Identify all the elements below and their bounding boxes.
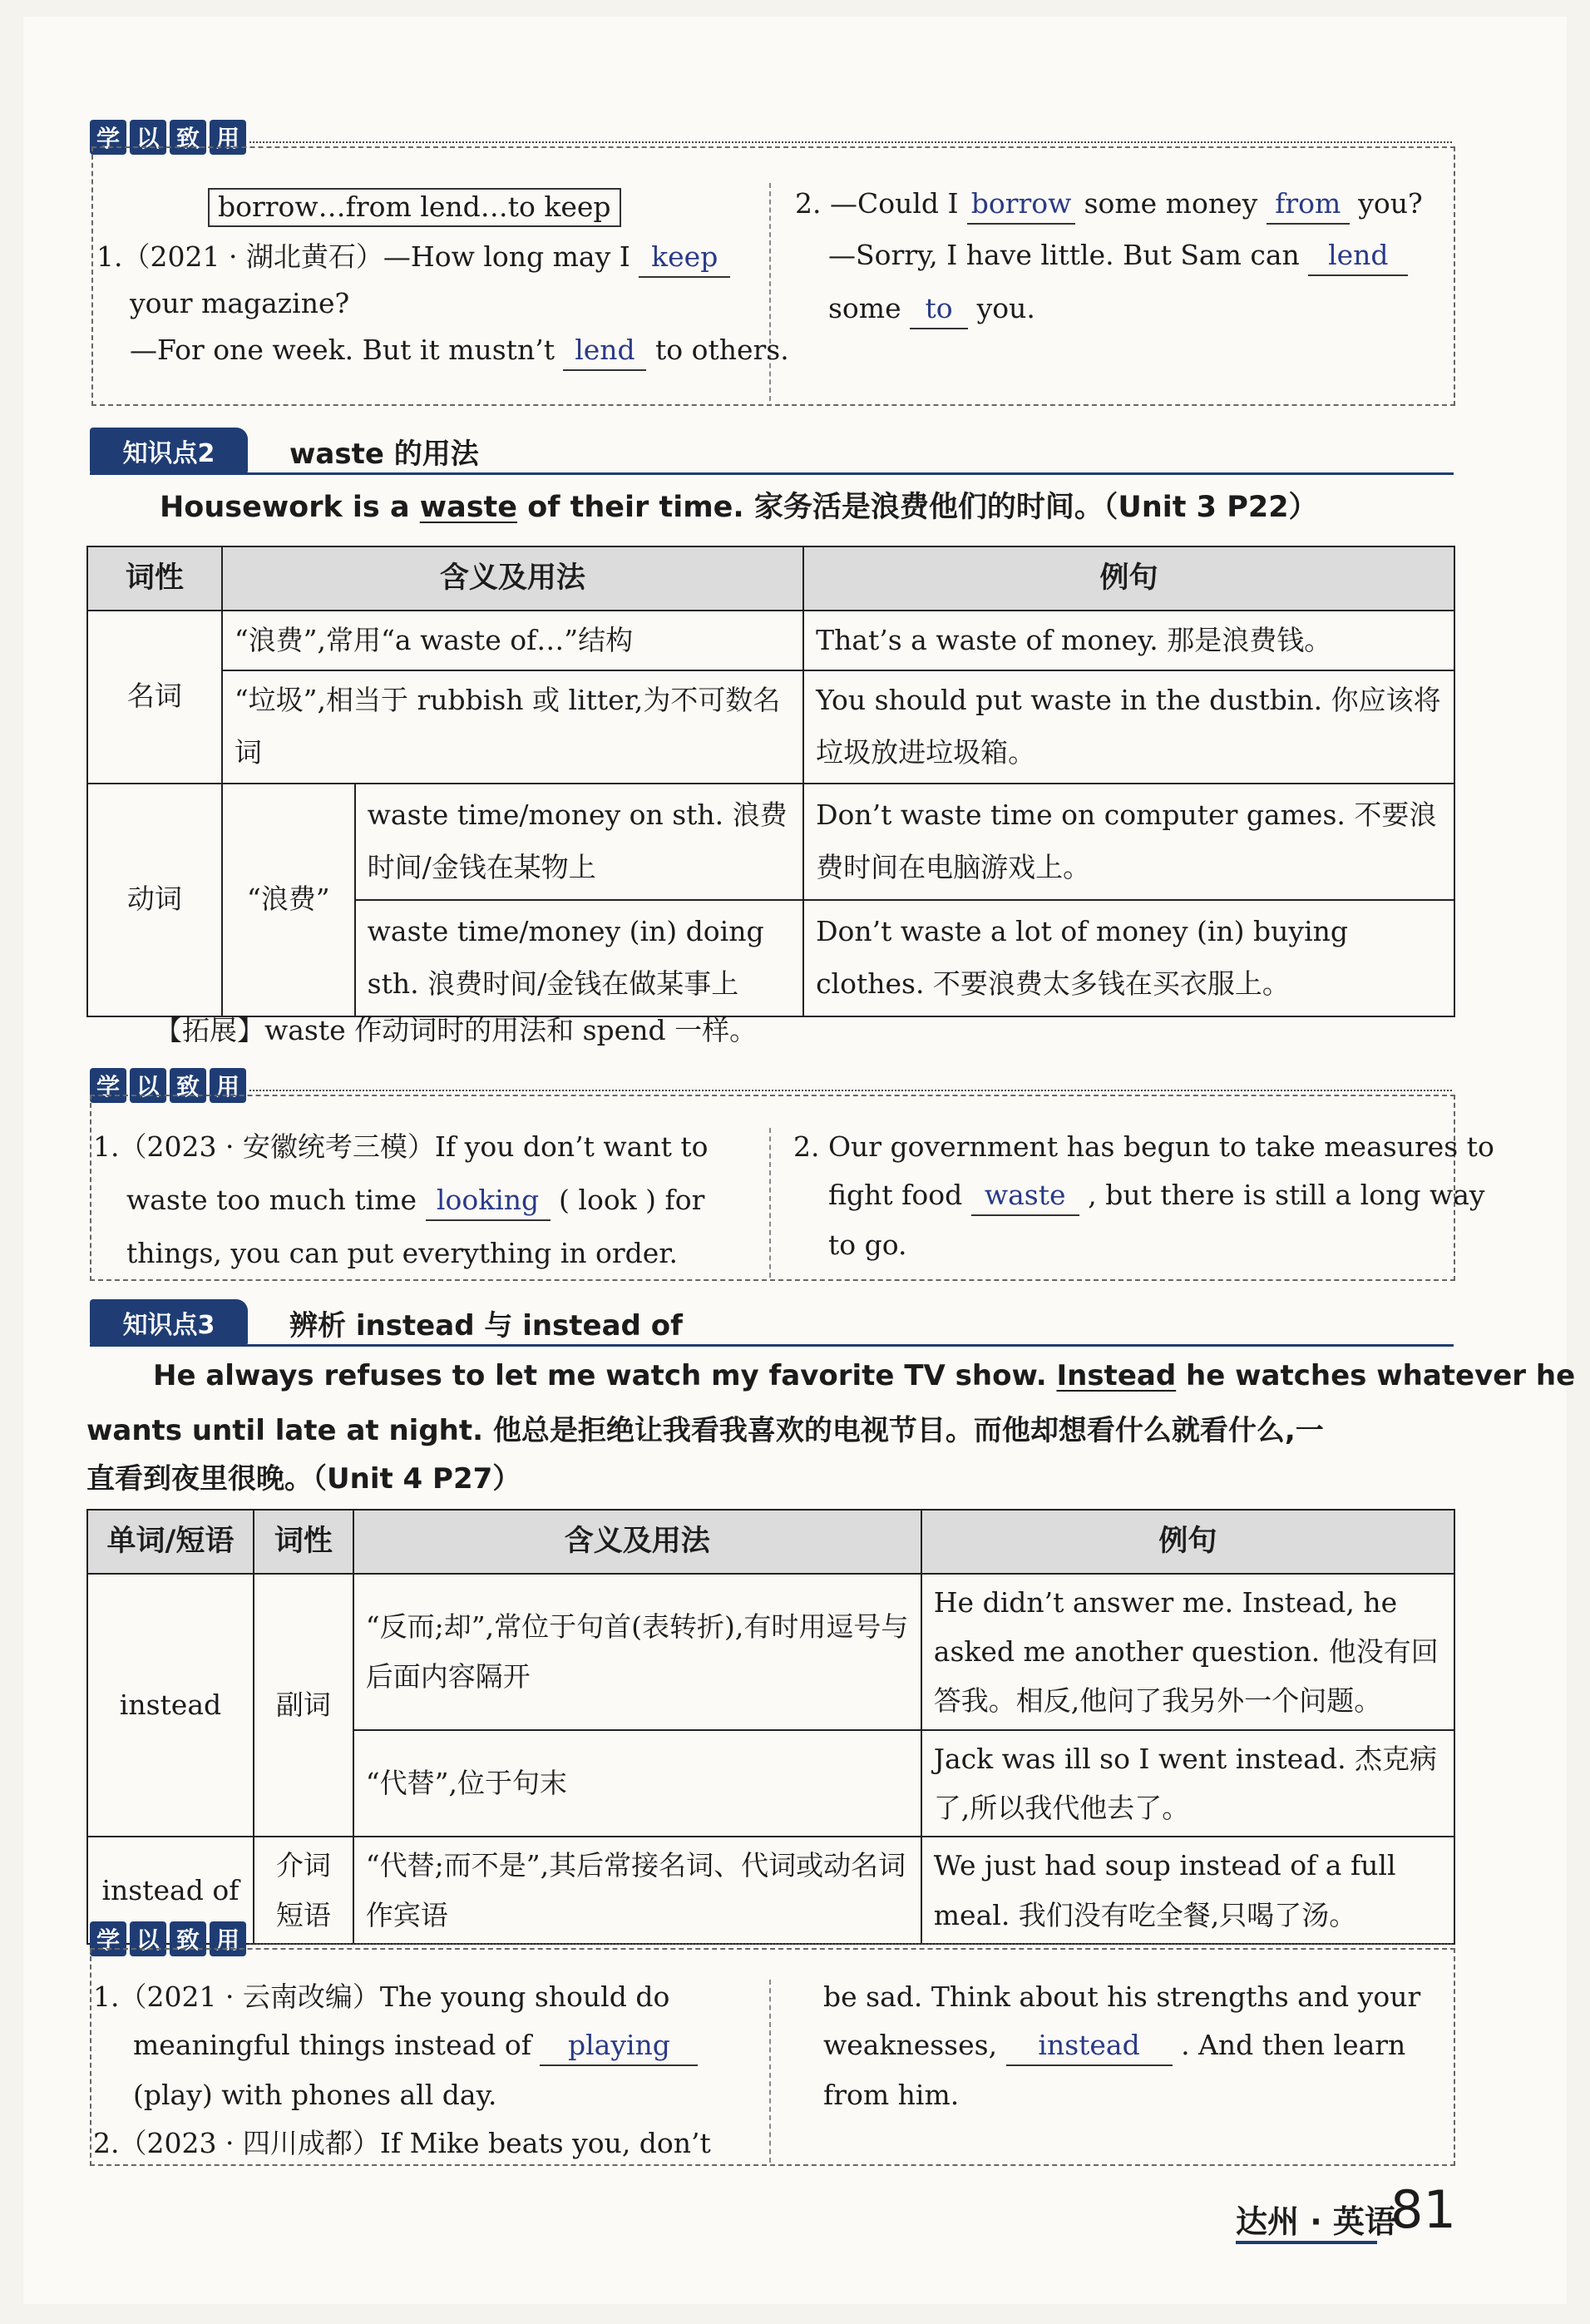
ex2-q2-line3: to go. [828, 1229, 907, 1261]
answer-blank[interactable]: from [1267, 185, 1350, 225]
answer-blank[interactable]: to [910, 290, 968, 329]
badge-char: 致 [170, 1068, 206, 1103]
ex3-q2-line1: 2.（2023 · 四川成都）If Mike beats you, don’t [93, 2127, 711, 2159]
sense-cell: “浪费” [222, 784, 355, 1016]
answer-blank[interactable]: borrow [967, 185, 1075, 225]
extension-note: 【拓展】waste 作动词时的用法和 spend 一样。 [155, 1014, 758, 1046]
meaning-cell: “反而;却”,常位于句首(表转折),有时用逗号与后面内容隔开 [353, 1574, 921, 1730]
badge-char: 学 [90, 120, 126, 155]
meaning-cell: “代替;而不是”,其后常接名词、代词或动名词作宾语 [353, 1837, 921, 1944]
word-cell: instead [87, 1574, 254, 1837]
ex2-q1-line3: things, you can put everything in order. [126, 1237, 678, 1269]
kp3-sentence-line1: He always refuses to let me watch my favorite TV show. Instead he watches whatever he [153, 1359, 1576, 1392]
example-cell: Jack was ill so I went instead. 杰克病了,所以我代他去了。 [921, 1730, 1454, 1837]
ex3-q1-line3: (play) with phones all day. [133, 2079, 497, 2111]
badge-char: 以 [130, 1068, 166, 1103]
divider [769, 1980, 771, 2163]
knowledge-point-3-header [90, 1299, 1454, 1346]
ex1-q1-line3: —For one week. But it mustn’t lend to others. [130, 324, 789, 377]
badge-char: 用 [210, 1068, 246, 1103]
example-cell: You should put waste in the dustbin. 你应该将垃圾放进垃圾箱。 [803, 670, 1454, 783]
ex3-q2-line4: from him. [823, 2079, 960, 2111]
example-cell: He didn’t answer me. Instead, he asked me another question. 他没有回答我。相反,他问了我另外一个问题。 [921, 1574, 1454, 1730]
example-cell: We just had soup instead of a full meal. 我们没有吃全餐,只喝了汤。 [921, 1837, 1454, 1944]
kp-title: waste 的用法 [289, 438, 479, 471]
usage-cell: waste time/money on sth. 浪费时间/金钱在某物上 [355, 784, 803, 900]
column-header: 含义及用法 [353, 1510, 921, 1574]
key-word: Instead [1056, 1359, 1177, 1392]
divider [249, 1090, 1452, 1091]
ex2-q2-line2: fight food waste , but there is still a long way [828, 1169, 1485, 1222]
divider [90, 1344, 1454, 1347]
divider [249, 1943, 1452, 1945]
kp-tag: 知识点3 [90, 1299, 248, 1346]
example-cell: That’s a waste of money. 那是浪费钱。 [803, 611, 1454, 671]
answer-blank[interactable]: instead [1006, 2027, 1173, 2066]
answer-blank[interactable]: waste [971, 1177, 1079, 1216]
meaning-cell: “垃圾”,相当于 rubbish 或 litter,为不可数名词 [222, 670, 803, 783]
answer-blank[interactable]: keep [639, 239, 730, 278]
badge-char: 以 [130, 1921, 166, 1956]
kp-title: 辨析 instead 与 instead of [289, 1309, 683, 1342]
ex3-q2-line2: be sad. Think about his strengths and your [823, 1980, 1421, 2013]
meaning-cell: “浪费”,常用“a waste of…”结构 [222, 611, 803, 671]
divider [90, 472, 1454, 475]
waste-usage-table [86, 546, 1455, 1017]
badge-char: 致 [170, 1921, 206, 1956]
usage-cell: waste time/money (in) doing sth. 浪费时间/金钱在做某事上 [355, 900, 803, 1016]
instead-usage-table [86, 1509, 1455, 1945]
key-word: waste [419, 491, 518, 524]
ex1-q1-line1: 1.（2021 · 湖北黄石）—How long may I keep [96, 231, 730, 284]
kp2-sentence: Housework is a waste of their time. 家务活是浪费他们的时间。（Unit 3 P22） [160, 491, 1318, 524]
column-header: 例句 [921, 1510, 1454, 1574]
example-cell: Don’t waste a lot of money (in) buying clothes. 不要浪费太多钱在买衣服上。 [803, 900, 1454, 1016]
meaning-cell: “代替”,位于句末 [353, 1730, 921, 1837]
pos-cell: 副词 [254, 1574, 353, 1837]
kp-tag: 知识点2 [90, 428, 248, 474]
ex3-q1-line2: meaningful things instead of playing [133, 2020, 698, 2072]
column-header: 例句 [803, 546, 1454, 611]
example-cell: Don’t waste time on computer games. 不要浪费时间在电脑游戏上。 [803, 784, 1454, 900]
column-header: 含义及用法 [222, 546, 803, 611]
ex2-q1-line1: 1.（2023 · 安徽统考三模）If you don’t want to [93, 1130, 709, 1163]
kp3-sentence-line3: 直看到夜里很晚。（Unit 4 P27） [86, 1462, 521, 1496]
divider [249, 141, 1452, 143]
badge-char: 学 [90, 1068, 126, 1103]
ex3-q2-line3: weaknesses, instead . And then learn [823, 2020, 1405, 2072]
answer-blank[interactable]: lend [1308, 237, 1408, 276]
ex1-q1-line2: your magazine? [130, 287, 350, 319]
badge-char: 用 [210, 1921, 246, 1956]
divider [769, 1128, 771, 1278]
page-number: 81 [1390, 2179, 1456, 2240]
badge-char: 用 [210, 120, 246, 155]
ex1-q2-line1: 2. —Could I borrow some money from you? [795, 178, 1423, 230]
badge-char: 学 [90, 1921, 126, 1956]
ex2-q2-line1: 2. Our government has begun to take measures to [793, 1130, 1494, 1163]
badge-char: 致 [170, 120, 206, 155]
ex1-q2-line3: some to you. [828, 283, 1035, 335]
ex2-q1-line2: waste too much time looking ( look ) for [126, 1174, 704, 1227]
badge-char: 以 [130, 120, 166, 155]
footer-label: 达州 · 英语 [1236, 2203, 1396, 2240]
answer-blank[interactable]: looking [426, 1182, 551, 1221]
pos-cell: 介词短语 [254, 1837, 353, 1944]
kp3-sentence-line2: wants until late at night. 他总是拒绝让我看我喜欢的电视节目。而他却想看什么就看什么,一 [86, 1414, 1324, 1447]
pos-cell: 名词 [87, 611, 222, 784]
ex3-q1-line1: 1.（2021 · 云南改编）The young should do [93, 1980, 670, 2013]
word-box: borrow…from lend…to keep [208, 181, 621, 234]
ex1-q2-line2: —Sorry, I have little. But Sam can lend [828, 230, 1408, 282]
column-header: 单词/短语 [87, 1510, 254, 1574]
pos-cell: 动词 [87, 784, 222, 1016]
column-header: 词性 [254, 1510, 353, 1574]
answer-blank[interactable]: lend [563, 332, 646, 371]
answer-blank[interactable]: playing [540, 2027, 698, 2066]
knowledge-point-2-header [90, 428, 1454, 474]
word-cell: instead of [87, 1837, 254, 1944]
divider [1236, 2241, 1377, 2244]
column-header: 词性 [87, 546, 222, 611]
